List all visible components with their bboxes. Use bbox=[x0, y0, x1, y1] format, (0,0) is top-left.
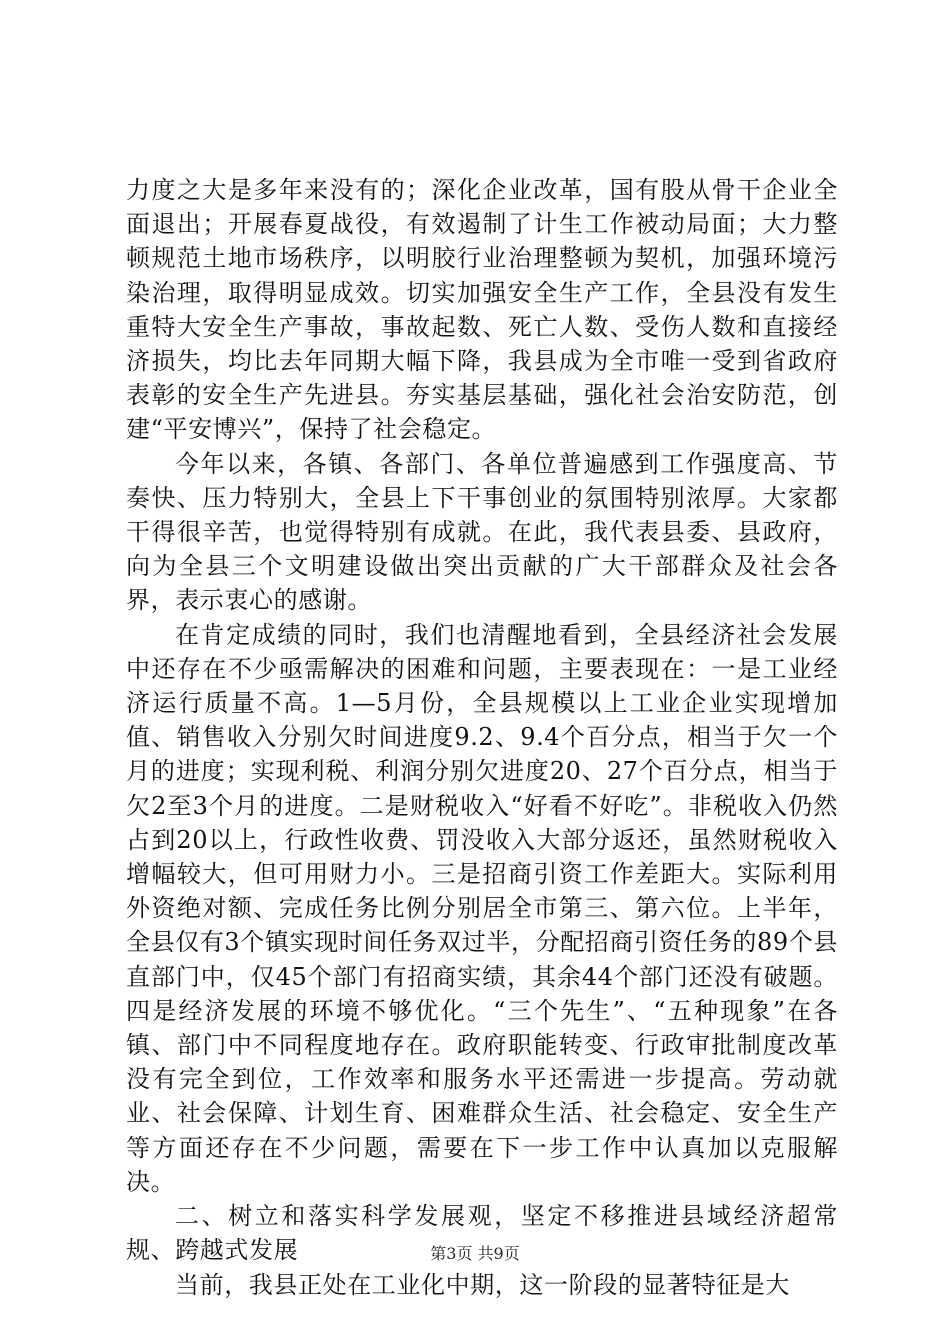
page-number: 第3页 共9页 bbox=[430, 1244, 520, 1263]
paragraph-current: 当前，我县正处在工业化中期，这一阶段的显著特征是大 bbox=[175, 1270, 790, 1299]
section-heading: 二、树立和落实科学发展观，坚定不移推进县域经济超常规、跨越式发展 bbox=[126, 1202, 838, 1265]
paragraph-thanks: 今年以来，各镇、各部门、各单位普遍感到工作强度高、节奏快、压力特别大，全县上下干事创业的氛围特别浓厚。大家都干得很辛苦，也觉得特别有成就。在此，我代表县委、县政府，向为全县三个文明建设做出突出贡献的广大干部群众及社会各界，表示衷心的感谢。 bbox=[126, 449, 838, 615]
paragraph-continuation: 力度之大是多年来没有的；深化企业改革，国有股从骨干企业全面退出；开展春夏战役，有效遏制了计生工作被动局面；大力整顿规范土地市场秩序，以明胶行业治理整顿为契机，加强环境污染治理，取得明显成效。切实加强安全生产工作，全县没有发生重特大安全生产事故，事故起数、死亡人数、受伤人数和直接经济损失，均比去年同期大幅下降，我县成为全市唯一受到省政府表彰的安全生产先进县。夯实基层基础，强化社会治安防范，创建“平安博兴”，保持了社会稳定。 bbox=[126, 176, 838, 444]
document-body bbox=[126, 173, 838, 1302]
paragraph-problems: 在肯定成绩的同时，我们也清醒地看到，全县经济社会发展中还存在不少亟需解决的困难和问题，主要表现在：一是工业经济运行质量不高。1—5月份，全县规模以上工业企业实现增加值、销售收入分别欠时间进度9.2、9.4个百分点，相当于欠一个月的进度；实现利税、利润分别欠进度20、27个百分点，相当于欠2至3个月的进度。二是财税收入“好看不好吃”。非税收入仍然占到20以上，行政性收费、罚没收入大部分返还，虽然财税收入增幅较大，但可用财力小。三是招商引资工作差距大。实际利用外资绝对额、完成任务比例分别居全市第三、第六位。上半年，全县仅有3个镇实现时间任务双过半，分配招商引资任务的89个县直部门中，仅45个部门有招商实绩，其余44个部门还没有破题。四是经济发展的环境不够优化。“三个先生”、“五种现象”在各镇、部门中不同程度地存在。政府职能转变、行政审批制度改革没有完全到位，工作效率和服务水平还需进一步提高。劳动就业、社会保障、计划生育、困难群众生活、社会稳定、安全生产等方面还存在不少问题，需要在下一步工作中认真加以克服解决。 bbox=[126, 620, 838, 1196]
